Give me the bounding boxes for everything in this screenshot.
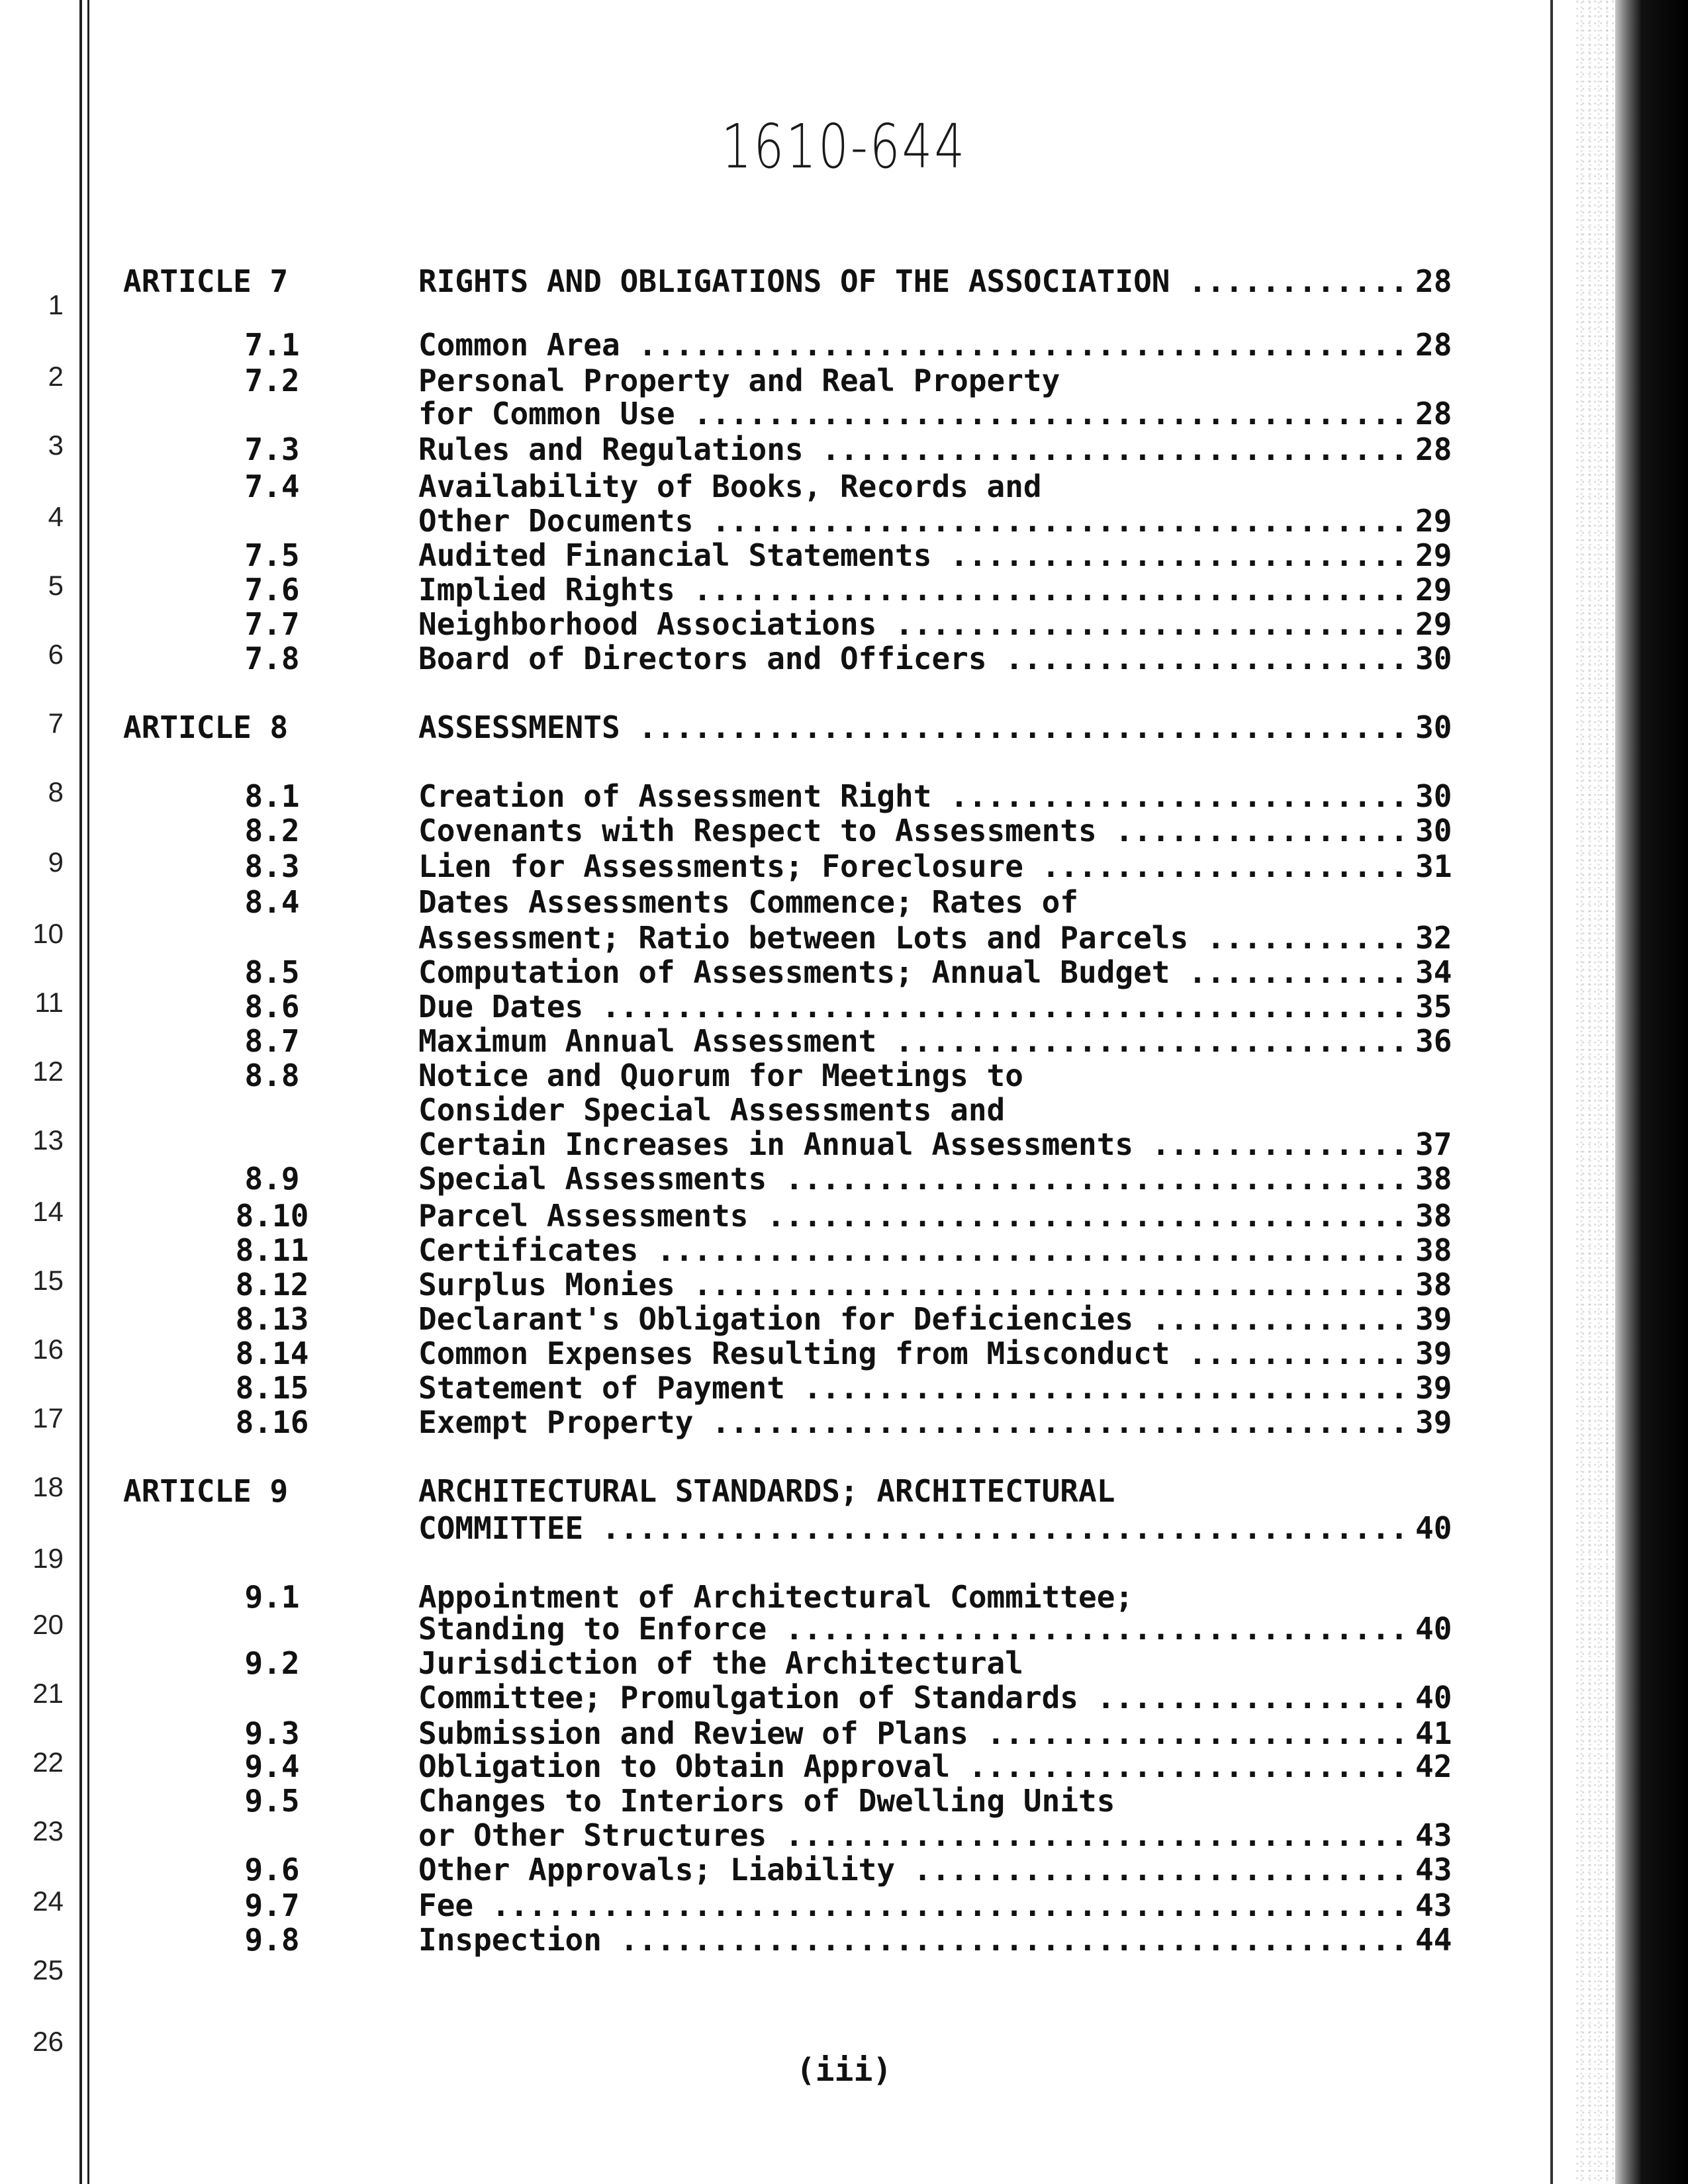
- section-title: Common Area .....: [418, 327, 1405, 363]
- section-number: 8.2: [244, 813, 300, 848]
- section-title: Consider Special Assessments and: [418, 1092, 1006, 1128]
- toc-entry: [0, 606, 1688, 642]
- toc-entry: [0, 989, 1688, 1024]
- article-label: ARTICLE 9: [123, 1473, 289, 1509]
- page-number: 39: [1415, 1301, 1452, 1337]
- section-number: 7.8: [244, 641, 300, 676]
- line-number: 17: [32, 1402, 64, 1433]
- toc-entry: [0, 709, 1688, 745]
- section-title: Obligation to Obtain Approval .....: [418, 1749, 1405, 1784]
- page-number: 39: [1415, 1404, 1452, 1440]
- page-number: 44: [1415, 1922, 1452, 1958]
- toc-entry: [0, 1783, 1688, 1819]
- article-label: ARTICLE 7: [123, 263, 289, 299]
- page-number: 37: [1415, 1126, 1452, 1162]
- line-number: 12: [32, 1056, 64, 1087]
- section-title: Due Dates .....: [418, 989, 1405, 1024]
- page-number: 38: [1415, 1198, 1452, 1234]
- section-number: 8.9: [244, 1161, 300, 1197]
- toc-entry: [0, 1473, 1688, 1509]
- section-number: 9.6: [244, 1852, 300, 1888]
- page-number: 30: [1415, 778, 1452, 814]
- section-title: Lien for Assessments; Foreclosure .....: [418, 848, 1405, 884]
- toc-entry: [0, 469, 1688, 504]
- line-number: 9: [48, 846, 64, 878]
- toc-entry: [0, 1198, 1688, 1234]
- toc-entry: [0, 1715, 1688, 1751]
- section-number: 9.8: [244, 1922, 300, 1958]
- article-label: ARTICLE 8: [123, 709, 289, 745]
- section-title: for Common Use .....: [418, 396, 1405, 432]
- section-title: COMMITTEE .....: [418, 1510, 1405, 1546]
- toc-entry: [0, 1232, 1688, 1268]
- section-title: Computation of Assessments; Annual Budget .....: [418, 954, 1405, 990]
- section-title: Certain Increases in Annual Assessments .....: [418, 1126, 1405, 1162]
- toc-entry: [0, 396, 1688, 432]
- page-number: 29: [1415, 572, 1452, 608]
- page-number: 34: [1415, 954, 1452, 990]
- page-number: 43: [1415, 1852, 1452, 1888]
- line-number: 3: [48, 430, 64, 461]
- line-number: 22: [32, 1747, 64, 1778]
- section-title: Special Assessments .....: [418, 1161, 1405, 1197]
- toc-entry: [0, 1058, 1688, 1093]
- section-title: Jurisdiction of the Architectural: [418, 1645, 1023, 1681]
- line-number: 14: [32, 1196, 64, 1227]
- section-number: 8.6: [244, 989, 300, 1024]
- section-title: Appointment of Architectural Committee;: [418, 1579, 1134, 1615]
- line-number: 26: [32, 2026, 64, 2057]
- section-number: 9.5: [244, 1783, 300, 1819]
- section-number: 8.7: [244, 1023, 300, 1059]
- toc-entry: [0, 884, 1688, 920]
- section-title: Other Approvals; Liability .....: [418, 1852, 1405, 1888]
- toc-entry: [0, 537, 1688, 573]
- page-number: 43: [1415, 1817, 1452, 1853]
- section-number: 8.10: [235, 1198, 309, 1234]
- line-number: 4: [48, 501, 64, 532]
- section-title: Certificates .....: [418, 1232, 1405, 1268]
- line-number: 25: [32, 1954, 64, 1985]
- section-number: 9.2: [244, 1645, 300, 1681]
- toc-entry: [0, 954, 1688, 990]
- section-title: Fee .....: [418, 1888, 1405, 1923]
- section-title: or Other Structures .....: [418, 1817, 1405, 1853]
- section-title: Covenants with Respect to Assessments .....: [418, 813, 1405, 848]
- page-number: 38: [1415, 1161, 1452, 1197]
- page-number: 32: [1415, 920, 1452, 956]
- toc-entry: [0, 1749, 1688, 1784]
- line-number: 11: [34, 987, 64, 1018]
- section-title: Creation of Assessment Right .....: [418, 778, 1405, 814]
- page-number: 29: [1415, 503, 1452, 539]
- toc-entry: [0, 263, 1688, 299]
- section-number: 9.3: [244, 1715, 300, 1751]
- toc-entry: [0, 432, 1688, 467]
- section-title: Surplus Monies .....: [418, 1267, 1405, 1302]
- toc-entry: [0, 1611, 1688, 1647]
- toc-entry: [0, 1888, 1688, 1923]
- page-number: 28: [1415, 432, 1452, 467]
- section-title: Committee; Promulgation of Standards .....: [418, 1680, 1405, 1715]
- toc-entry: [0, 1267, 1688, 1302]
- page-number: 29: [1415, 537, 1452, 573]
- page-number: 41: [1415, 1715, 1452, 1751]
- section-number: 8.12: [235, 1267, 309, 1302]
- section-number: 7.1: [244, 327, 300, 363]
- section-number: 7.3: [244, 432, 300, 467]
- section-number: 7.7: [244, 606, 300, 642]
- section-title: Statement of Payment .....: [418, 1370, 1405, 1406]
- page-number: 31: [1415, 848, 1452, 884]
- section-title: Board of Directors and Officers .....: [418, 641, 1405, 676]
- toc-entry: [0, 1680, 1688, 1715]
- section-number: 8.8: [244, 1058, 300, 1093]
- line-number: 24: [32, 1886, 64, 1917]
- section-title: ARCHITECTURAL STANDARDS; ARCHITECTURAL: [418, 1473, 1115, 1509]
- page-number: 28: [1415, 327, 1452, 363]
- section-number: 8.16: [235, 1404, 309, 1440]
- page-number: 43: [1415, 1888, 1452, 1923]
- section-title: Declarant's Obligation for Deficiencies .....: [418, 1301, 1405, 1337]
- page-number: 38: [1415, 1232, 1452, 1268]
- section-title: Rules and Regulations .....: [418, 432, 1405, 467]
- page-number: 36: [1415, 1023, 1452, 1059]
- section-number: 8.14: [235, 1336, 309, 1371]
- section-title: Dates Assessments Commence; Rates of: [418, 884, 1078, 920]
- toc-entry: [0, 363, 1688, 398]
- page-number: 40: [1415, 1680, 1452, 1715]
- page-number: 38: [1415, 1267, 1452, 1302]
- line-number: 10: [32, 918, 64, 949]
- section-title: Exempt Property .....: [418, 1404, 1405, 1440]
- section-title: Availability of Books, Records and: [418, 469, 1042, 504]
- line-number: 5: [48, 570, 64, 601]
- document-number: 1610-644: [721, 111, 967, 182]
- line-number: 6: [48, 639, 64, 670]
- toc-entry: [0, 572, 1688, 608]
- toc-entry: [0, 1645, 1688, 1681]
- line-number: 15: [32, 1265, 64, 1296]
- page-number: 30: [1415, 641, 1452, 676]
- section-number: 7.6: [244, 572, 300, 608]
- line-number: 23: [32, 1815, 64, 1846]
- line-number: 2: [48, 361, 64, 392]
- toc-entry: [0, 1404, 1688, 1440]
- page-footer: (iii): [796, 2052, 892, 2089]
- line-number: 18: [32, 1471, 64, 1502]
- line-number: 13: [32, 1124, 64, 1156]
- line-number: 20: [32, 1609, 64, 1640]
- toc-entry: [0, 1922, 1688, 1958]
- toc-entry: [0, 920, 1688, 956]
- toc-entry: [0, 1579, 1688, 1615]
- page-number: 39: [1415, 1336, 1452, 1371]
- section-number: 8.13: [235, 1301, 309, 1337]
- line-number: 1: [48, 289, 64, 320]
- section-title: Other Documents .....: [418, 503, 1405, 539]
- toc-entry: [0, 1852, 1688, 1888]
- page-number: 29: [1415, 606, 1452, 642]
- page-number: 30: [1415, 709, 1452, 745]
- section-number: 9.7: [244, 1888, 300, 1923]
- page-number: 42: [1415, 1749, 1452, 1784]
- section-title: Personal Property and Real Property: [418, 363, 1060, 398]
- section-title: Submission and Review of Plans .....: [418, 1715, 1405, 1751]
- toc-entry: [0, 641, 1688, 676]
- toc-entry: [0, 1510, 1688, 1546]
- line-number: 21: [32, 1678, 64, 1709]
- line-number: 16: [32, 1334, 64, 1365]
- section-title: Parcel Assessments .....: [418, 1198, 1405, 1234]
- section-number: 8.1: [244, 778, 300, 814]
- section-title: Assessment; Ratio between Lots and Parcels .....: [418, 920, 1405, 956]
- section-title: ASSESSMENTS .....: [418, 709, 1405, 745]
- section-title: Implied Rights .....: [418, 572, 1405, 608]
- section-title: Audited Financial Statements .....: [418, 537, 1405, 573]
- page-number: 28: [1415, 263, 1452, 299]
- section-number: 8.4: [244, 884, 300, 920]
- toc-entry: [0, 1817, 1688, 1853]
- page-number: 40: [1415, 1510, 1452, 1546]
- section-title: Notice and Quorum for Meetings to: [418, 1058, 1023, 1093]
- toc-entry: [0, 1370, 1688, 1406]
- toc-entry: [0, 1092, 1688, 1128]
- page-number: 30: [1415, 813, 1452, 848]
- page-number: 39: [1415, 1370, 1452, 1406]
- toc-entry: [0, 503, 1688, 539]
- toc-entry: [0, 327, 1688, 363]
- section-number: 8.15: [235, 1370, 309, 1406]
- toc-entry: [0, 1023, 1688, 1059]
- section-title: Changes to Interiors of Dwelling Units: [418, 1783, 1115, 1819]
- toc-entry: [0, 813, 1688, 848]
- section-number: 7.2: [244, 363, 300, 398]
- section-number: 9.1: [244, 1579, 300, 1615]
- section-title: Standing to Enforce .....: [418, 1611, 1405, 1647]
- section-number: 9.4: [244, 1749, 300, 1784]
- section-title: Maximum Annual Assessment .....: [418, 1023, 1405, 1059]
- section-title: Inspection .....: [418, 1922, 1405, 1958]
- toc-entry: [0, 1301, 1688, 1337]
- section-title: RIGHTS AND OBLIGATIONS OF THE ASSOCIATION .....: [418, 263, 1405, 299]
- section-number: 7.5: [244, 537, 300, 573]
- section-number: 8.5: [244, 954, 300, 990]
- section-number: 8.3: [244, 848, 300, 884]
- page-number: 35: [1415, 989, 1452, 1024]
- line-number: 7: [48, 707, 64, 739]
- toc-entry: [0, 1126, 1688, 1162]
- line-number: 19: [32, 1543, 64, 1574]
- page-number: 28: [1415, 396, 1452, 432]
- toc-entry: [0, 848, 1688, 884]
- section-title: Common Expenses Resulting from Misconduct .....: [418, 1336, 1405, 1371]
- page-number: 40: [1415, 1611, 1452, 1647]
- section-title: Neighborhood Associations .....: [418, 606, 1405, 642]
- section-number: 8.11: [235, 1232, 309, 1268]
- section-number: 7.4: [244, 469, 300, 504]
- line-number: 8: [48, 776, 64, 807]
- toc-entry: [0, 778, 1688, 814]
- toc-entry: [0, 1161, 1688, 1197]
- toc-entry: [0, 1336, 1688, 1371]
